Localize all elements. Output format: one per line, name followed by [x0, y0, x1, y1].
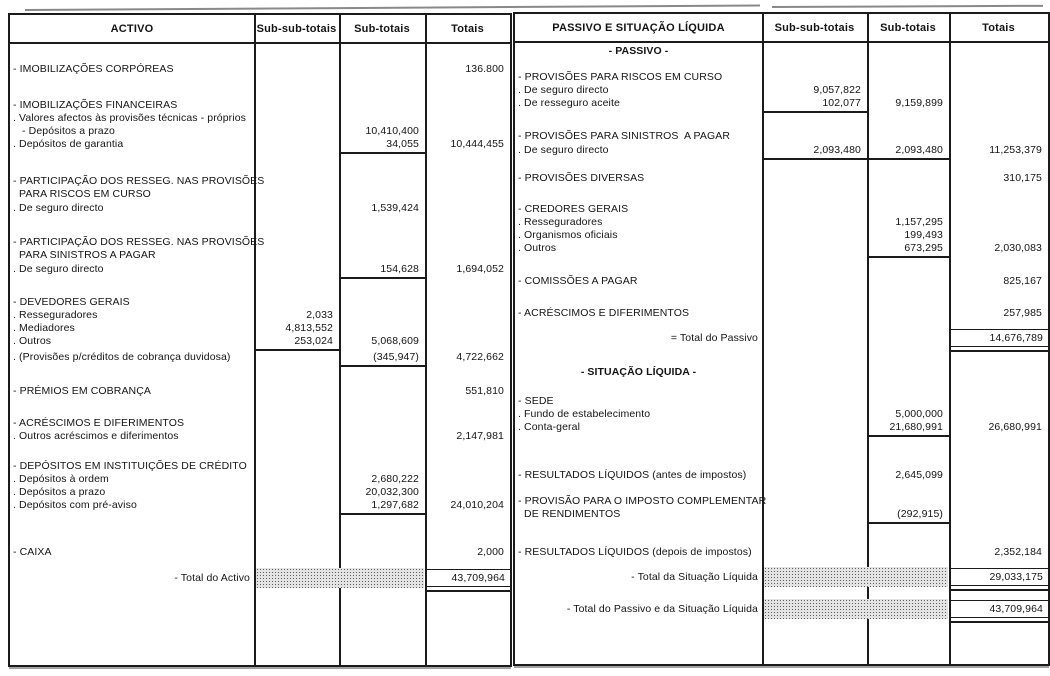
amount-cell: 2,093,480	[895, 144, 943, 156]
row-label: - Depósitos a prazo	[13, 125, 115, 137]
amount-cell: 26,680,991	[988, 421, 1042, 433]
row-label: . Depósitos a prazo	[13, 486, 106, 498]
amount-cell: 10,410,400	[365, 125, 419, 137]
amount-cell: 9,159,899	[895, 97, 943, 109]
row-label: . Outros	[13, 335, 52, 347]
total-row-label: - Total do Passivo e da Situação Líquida	[566, 603, 758, 615]
row-label: . Outros	[518, 242, 557, 254]
amount-cell: 1,157,295	[895, 216, 943, 228]
total-amount-box	[425, 569, 510, 587]
amount-cell: 2,147,981	[456, 430, 504, 442]
amount-cell: 21,680,991	[889, 421, 943, 433]
column-header: Sub-sub-totais	[256, 22, 337, 35]
row-label: - DEPÓSITOS EM INSTITUIÇÕES DE CRÉDITO	[13, 460, 247, 472]
double-rule	[949, 589, 1048, 591]
amount-cell: (292,915)	[897, 508, 943, 520]
amount-cell: 154,628	[380, 263, 419, 275]
amount-cell: 310,175	[1003, 172, 1042, 184]
amount-cell: 2,352,184	[994, 546, 1042, 558]
double-rule	[949, 350, 1048, 352]
total-row-label: = Total do Passivo	[670, 332, 758, 344]
double-rule	[425, 590, 510, 592]
amount-cell: 136.800	[465, 63, 504, 75]
row-label: . De seguro directo	[518, 84, 609, 96]
amount-cell: 10,444,455	[450, 138, 504, 150]
subtotal-rule	[867, 256, 949, 258]
amount-cell: 102,077	[822, 97, 861, 109]
row-label: - ACRÉSCIMOS E DIFERIMENTOS	[13, 417, 185, 429]
total-amount-box	[949, 329, 1048, 347]
row-label: . Valores afectos às provisões técnicas - próprios	[13, 112, 246, 124]
amount-cell: 9,057,822	[813, 84, 861, 96]
amount-cell: 2,645,099	[895, 469, 943, 481]
row-label: - SEDE	[518, 395, 554, 407]
amount-cell: 257,985	[1003, 307, 1042, 319]
activo-table	[8, 13, 512, 667]
row-label: . De seguro directo	[13, 263, 104, 275]
double-rule	[949, 621, 1048, 623]
row-label: - SITUAÇÃO LÍQUIDA -	[580, 366, 697, 378]
hatch-bar	[256, 568, 424, 588]
row-label: DE RENDIMENTOS	[518, 508, 621, 520]
amount-cell: 551,810	[465, 385, 504, 397]
row-label: . (Provisões p/créditos de cobrança duvidosa)	[13, 351, 231, 363]
row-label: - PROVISÕES PARA SINISTROS A PAGAR	[518, 130, 731, 142]
row-label: . Resseguradores	[13, 309, 98, 321]
total-row-label: - Total da Situação Líquida	[631, 571, 758, 583]
row-label: . Depósitos com pré-aviso	[13, 499, 137, 511]
amount-cell: 2,680,222	[371, 473, 419, 485]
total-amount-box	[949, 568, 1048, 586]
row-label: - PASSIVO -	[608, 45, 669, 57]
row-label: - COMISSÕES A PAGAR	[518, 275, 638, 287]
row-label: - PRÉMIOS EM COBRANÇA	[13, 385, 152, 397]
amount-cell: 1,539,424	[371, 202, 419, 214]
amount-cell: 253,024	[294, 335, 333, 347]
column-header: Totais	[451, 22, 484, 35]
total-row-label: - Total do Activo	[174, 572, 250, 584]
row-label: - CAIXA	[13, 546, 52, 558]
row-label: - ACRÉSCIMOS E DIFERIMENTOS	[518, 307, 690, 319]
total-amount: 29,033,175	[989, 571, 1043, 583]
subtotal-rule	[762, 111, 867, 113]
amount-cell: 1,694,052	[456, 263, 504, 275]
row-label: - CREDORES GERAIS	[518, 203, 629, 215]
passivo-table	[513, 12, 1050, 666]
subtotal-rule	[339, 513, 425, 515]
total-amount-box	[949, 600, 1048, 618]
scan-artifact-line	[772, 5, 1043, 8]
subtotal-rule	[762, 158, 867, 160]
row-label: - PROVISÕES PARA RISCOS EM CURSO	[518, 71, 723, 83]
amount-cell: (345,947)	[373, 351, 419, 363]
row-label: . Conta-geral	[518, 421, 580, 433]
amount-cell: 825,167	[1003, 275, 1042, 287]
row-label: . Organismos oficiais	[518, 229, 618, 241]
amount-cell: 673,295	[904, 242, 943, 254]
column-divider	[425, 15, 427, 665]
scan-artifact-line	[25, 5, 760, 11]
row-label: . De seguro directo	[518, 144, 609, 156]
amount-cell: 4,813,552	[285, 322, 333, 334]
amount-cell: 2,093,480	[813, 144, 861, 156]
column-header: Totais	[982, 21, 1015, 34]
subtotal-rule	[254, 349, 339, 351]
row-label: . De seguro directo	[13, 202, 104, 214]
amount-cell: 5,000,000	[895, 408, 943, 420]
row-label: . Outros acréscimos e diferimentos	[13, 430, 179, 442]
row-label: PARA SINISTROS A PAGAR	[13, 249, 156, 261]
amount-cell: 1,297,682	[371, 499, 419, 511]
subtotal-rule	[867, 158, 949, 160]
row-label: - DEVEDORES GERAIS	[13, 296, 130, 308]
total-amount: 43,709,964	[451, 572, 505, 584]
row-label: . Depósitos à ordem	[13, 473, 109, 485]
amount-cell: 2,033	[306, 309, 333, 321]
row-label: - PARTICIPAÇÃO DOS RESSEG. NAS PROVISÕES	[13, 175, 265, 187]
row-label: - PROVISÕES DIVERSAS	[518, 172, 645, 184]
row-label: . De resseguro aceite	[518, 97, 620, 109]
row-label: - IMOBILIZAÇÕES FINANCEIRAS	[13, 99, 178, 111]
total-amount: 14,676,789	[989, 332, 1043, 344]
row-label: - RESULTADOS LÍQUIDOS (depois de impostos)	[518, 546, 752, 558]
amount-cell: 34,055	[386, 138, 419, 150]
row-label: PARA RISCOS EM CURSO	[13, 188, 151, 200]
row-label: . Fundo de estabelecimento	[518, 408, 651, 420]
row-label: . Resseguradores	[518, 216, 603, 228]
subtotal-rule	[867, 435, 949, 437]
hatch-bar	[764, 599, 948, 619]
subtotal-rule	[339, 277, 425, 279]
amount-cell: 4,722,662	[456, 351, 504, 363]
total-amount: 43,709,964	[989, 603, 1043, 615]
column-header: Sub-sub-totais	[774, 21, 855, 34]
row-label: - PROVISÃO PARA O IMPOSTO COMPLEMENTAR	[518, 495, 767, 507]
amount-cell: 5,068,609	[371, 335, 419, 347]
hatch-bar	[764, 567, 948, 587]
subtotal-rule	[339, 152, 425, 154]
row-label: . Depósitos de garantia	[13, 138, 124, 150]
table-header-row	[515, 14, 1048, 43]
column-header: PASSIVO E SITUAÇÃO LÍQUIDA	[552, 21, 725, 34]
amount-cell: 20,032,300	[365, 486, 419, 498]
subtotal-rule	[339, 365, 425, 367]
amount-cell: 2,000	[477, 546, 504, 558]
subtotal-rule	[867, 522, 949, 524]
amount-cell: 11,253,379	[989, 144, 1042, 156]
row-label: - RESULTADOS LÍQUIDOS (antes de impostos)	[518, 469, 747, 481]
row-label: . Mediadores	[13, 322, 75, 334]
amount-cell: 24,010,204	[450, 499, 504, 511]
row-label: - PARTICIPAÇÃO DOS RESSEG. NAS PROVISÕES	[13, 236, 265, 248]
amount-cell: 2,030,083	[994, 242, 1042, 254]
table-header-row	[10, 15, 510, 44]
row-label: - IMOBILIZAÇÕES CORPÓREAS	[13, 63, 174, 75]
column-header: ACTIVO	[110, 22, 154, 35]
column-header: Sub-totais	[880, 21, 936, 34]
column-header: Sub-totais	[354, 22, 410, 35]
amount-cell: 199,493	[904, 229, 943, 241]
